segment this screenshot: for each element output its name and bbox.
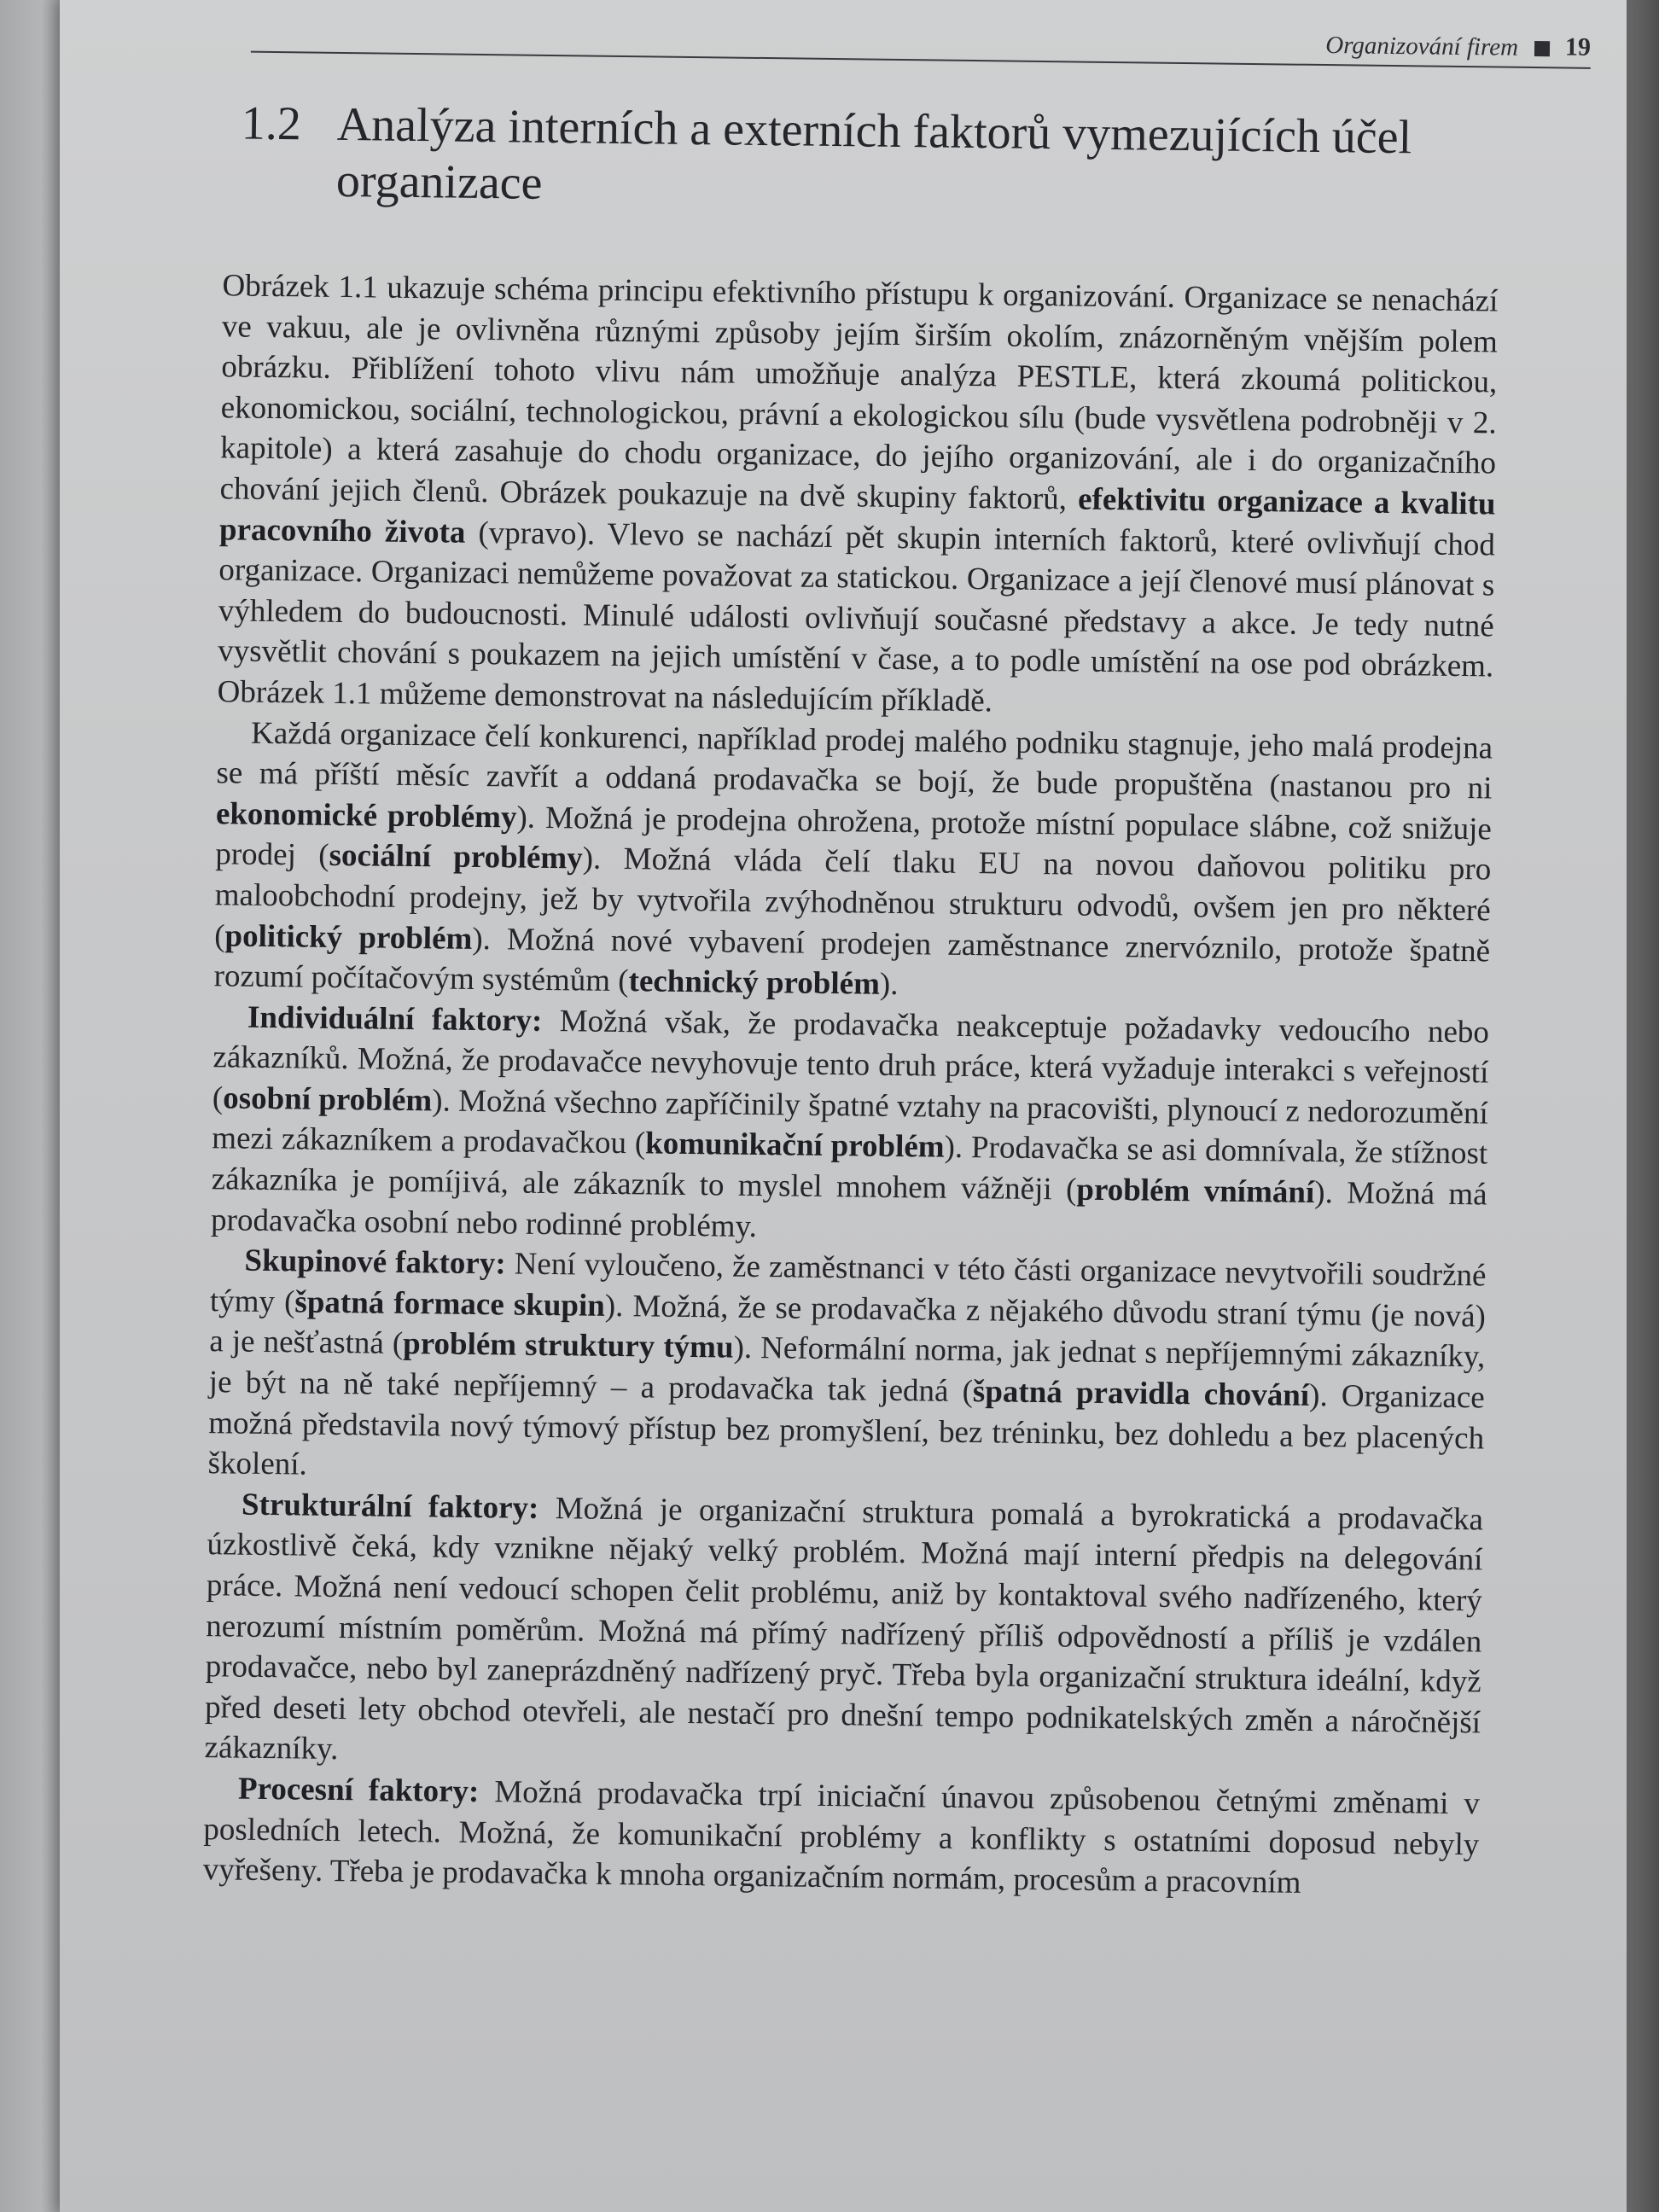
square-bullet-icon <box>1534 41 1550 56</box>
bold-term: komunikační problém <box>644 1126 945 1166</box>
text-run: ). Možná je prodejna ohrožena, protože místní populace slábne, což snižuje prodej ( <box>215 800 1493 874</box>
paragraph <box>203 1768 1481 1906</box>
text-run: ). Neformální norma, jak jednat s nepříjemnými zákazníky, je být na ně také nepříjemný – a prodavačka tak jedná ( <box>208 1330 1486 1410</box>
text-run: ). Možná vláda čelí tlaku EU na novou daňovou politiku pro maloobchodní prodejny, jež by vytvořila zvýhodněnou strukturu odvodů, ovšem jen pro některé ( <box>213 841 1492 953</box>
bold-term: politický problém <box>224 917 473 957</box>
book-page <box>60 0 1627 2212</box>
bold-term: Strukturální faktory: <box>241 1487 539 1526</box>
text-run: ). Možná všechno zapříčinily špatné vztahy na pracovišti, plynoucí z nedorozumění mezi zákazníkem a prodavačkou ( <box>212 1083 1489 1161</box>
section-title: Analýza interních a externích faktorů vymezujících účel organizace <box>335 97 1412 210</box>
text-run: Možná však, že prodavačka neakceptuje požadavky vedoucího nebo zákazníků. Možná, že prodavačce nevyhovuje tento druh práce, která vyžaduje interakci s veřejností ( <box>212 1003 1490 1116</box>
paragraph <box>213 713 1493 1012</box>
bold-term: špatná formace skupin <box>294 1284 606 1324</box>
text-run: ). Možná nové vybavení prodejen zaměstnance znervóznilo, protože špatně rozumí počítačovým systémům ( <box>213 921 1491 999</box>
paragraph <box>204 1484 1483 1784</box>
text-run: Možná je organizační struktura pomalá a byrokratická a prodavačka úzkostlivě čeká, kdy vznikne nějaký velký problém. Možná mají interní předpis na delegování práce. Možná není vedoucí schopen čelit problému, aniž by kontaktoval svého nadřízeného, který nerozumí místním poměrům. Možná má přímý nadřízený příliš odpovědností a příliš je vzdálen prodavačce, nebo byl zaneprázdněný nadřízený pryč. Třeba byla organizační struktura ideální, když před deseti lety obchod otevřeli, ale nestačí pro dnešní tempo podnikatelských změn a náročnější zákazníky. <box>204 1490 1484 1767</box>
text-run: Není vyloučeno, že zaměstnanci v této části organizace nevytvořili soudržné týmy ( <box>209 1246 1487 1320</box>
text-run: Možná prodavačka trpí iniciační únavou způsobenou četnými změnami v posledních letech. Možná, že komunikační problémy a konflikty s ostatními doposud nebyly vyřešeny. Třeba je prodavačka k mnoha organizačním normám, procesům a pracovním <box>202 1774 1481 1901</box>
text-run: ). <box>879 966 899 1003</box>
running-head-title: Organizování firem <box>1325 32 1519 61</box>
page-number: 19 <box>1564 32 1592 61</box>
text-run: ). Prodavačka se asi domnívala, že stížnost zákazníka je pomíjivá, ale zákazník to myslel mnohem vážněji ( <box>211 1130 1488 1208</box>
bold-term: problém struktury týmu <box>402 1326 734 1366</box>
text-run: ). Možná, že se prodavačka z nějakého důvodu straní týmu (je nová) a je nešťastná ( <box>209 1288 1487 1362</box>
bold-term: Skupinové faktory: <box>244 1243 506 1282</box>
bold-term: technický problém <box>628 963 881 1002</box>
body-text <box>203 265 1499 1906</box>
paragraph <box>211 997 1489 1256</box>
page-content <box>45 0 1639 2212</box>
bold-term: osobní problém <box>222 1080 433 1119</box>
paragraph <box>207 1240 1486 1499</box>
text-run: ). Možná má prodavačka osobní nebo rodinné problémy. <box>210 1175 1487 1244</box>
text-run: (vpravo). Vlevo se nachází pět skupin interních faktorů, které ovlivňují chod organizace. Organizaci nemůžeme považovat za statickou. Organizace a její členové musí plánovat s výhledem do budoucnosti. Minulé události ovlivňují současné představy a akce. Je tedy nutné vysvětlit chování s poukazem na jejich umístění v čase, a to podle umístění na ose pod obrázkem. Obrázek 1.1 můžeme demonstrovat na následujícím příkladě. <box>217 515 1496 719</box>
bold-term: sociální problémy <box>329 838 583 876</box>
paragraph <box>217 265 1498 728</box>
bold-term: problém vnímání <box>1076 1172 1315 1211</box>
text-run: ). Organizace možná představila nový týmový přístup bez promyšlení, bez tréninku, bez dohledu a bez placených školení. <box>207 1377 1485 1482</box>
bold-term: ekonomické problémy <box>215 795 517 835</box>
running-head <box>251 14 1591 69</box>
bold-term: efektivitu organizace a kvalitu pracovního života <box>218 481 1496 550</box>
section-heading <box>241 96 1522 224</box>
section-number: 1.2 <box>241 96 302 151</box>
text-run: Každá organizace čelí konkurenci, například prodej malého podniku stagnuje, jeho malá prodejna se má příští měsíc zavřít a oddaná prodavačka se bojí, že bude propuštěna (nastanou pro ni <box>216 715 1493 806</box>
bold-term: Procesní faktory: <box>237 1771 480 1810</box>
bold-term: špatná pravidla chování <box>972 1374 1310 1413</box>
bold-term: Individuální faktory: <box>247 999 543 1039</box>
text-run: Obrázek 1.1 ukazuje schéma principu efektivního přístupu k organizování. Organizace se nenachází ve vakuu, ale je ovlivněna různými způsoby jejím širším okolím, znázorněným vnějším polem obrázku. Přiblížení tohoto vlivu nám umožňuje analýza PESTLE, která zkoumá politickou, ekonomickou, sociální, technologickou, právní a ekologickou sílu (bude vysvětlena podrobněji v 2. kapitole) a která zasahuje do chodu organizace, do jejího organizování, ale i do organizačního chování jejich členů. Obrázek poukazuje na dvě skupiny faktorů, <box>219 268 1499 517</box>
